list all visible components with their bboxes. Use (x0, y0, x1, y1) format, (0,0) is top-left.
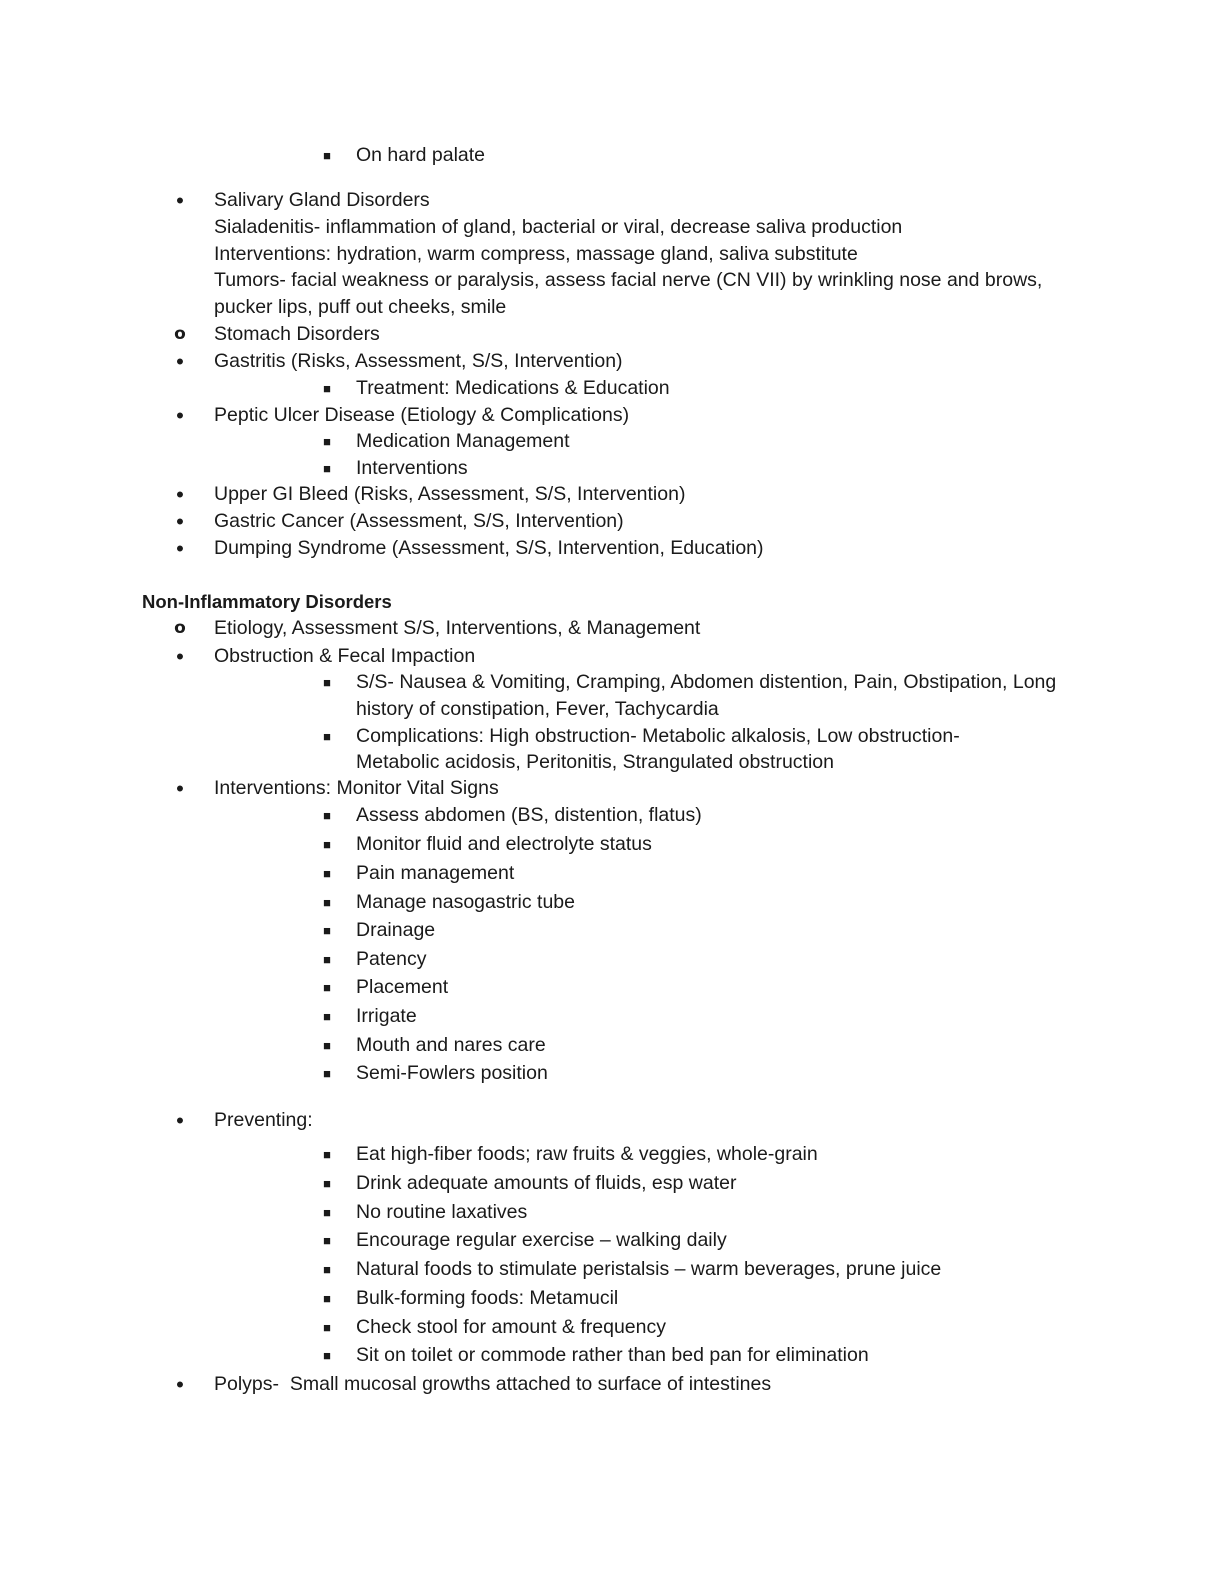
list-item: Patency (356, 948, 427, 970)
square-bullet-icon: ■ (323, 1205, 331, 1220)
square-bullet-icon: ■ (323, 434, 331, 449)
disc-bullet-icon: • (176, 644, 184, 669)
list-item: Obstruction & Fecal Impaction (214, 645, 476, 667)
list-item: Stomach Disorders (214, 323, 380, 345)
square-bullet-icon: ■ (323, 808, 331, 823)
square-bullet-icon: ■ (323, 866, 331, 881)
list-item: Semi-Fowlers position (356, 1062, 548, 1084)
list-item: Medication Management (356, 430, 570, 452)
section-heading: Non-Inflammatory Disorders (142, 591, 392, 612)
square-bullet-icon: ■ (323, 1262, 331, 1277)
square-bullet-icon: ■ (323, 1066, 331, 1081)
list-item: Sit on toilet or commode rather than bed pan for elimination (356, 1344, 869, 1366)
list-item: Salivary Gland Disorders (214, 189, 430, 211)
list-item: S/S- Nausea & Vomiting, Cramping, Abdomen distention, Pain, Obstipation, Long (356, 671, 1057, 693)
list-item: Bulk-forming foods: Metamucil (356, 1287, 619, 1309)
list-item: Natural foods to stimulate peristalsis – warm beverages, prune juice (356, 1258, 942, 1280)
disc-bullet-icon: • (176, 482, 184, 507)
paragraph-line: Tumors- facial weakness or paralysis, assess facial nerve (CN VII) by wrinkling nose and brows, (214, 269, 1043, 291)
list-item: Manage nasogastric tube (356, 891, 575, 913)
square-bullet-icon: ■ (323, 729, 331, 744)
list-item: Encourage regular exercise – walking daily (356, 1229, 727, 1251)
square-bullet-icon: ■ (323, 1038, 331, 1053)
list-item: Check stool for amount & frequency (356, 1316, 666, 1338)
list-item-continuation: Metabolic acidosis, Peritonitis, Strangulated obstruction (356, 751, 834, 773)
list-item: Etiology, Assessment S/S, Interventions, & Management (214, 617, 701, 639)
square-bullet-icon: ■ (323, 1176, 331, 1191)
paragraph-line: Sialadenitis- inflammation of gland, bacterial or viral, decrease saliva production (214, 216, 903, 238)
list-item: Peptic Ulcer Disease (Etiology & Complications) (214, 404, 630, 426)
list-item: Complications: High obstruction- Metabolic alkalosis, Low obstruction- (356, 725, 960, 747)
square-bullet-icon: ■ (323, 1009, 331, 1024)
list-item: Drink adequate amounts of fluids, esp water (356, 1172, 737, 1194)
circle-bullet-icon: o (174, 618, 186, 638)
circle-bullet-icon: o (174, 324, 186, 344)
disc-bullet-icon: • (176, 188, 184, 213)
disc-bullet-icon: • (176, 1372, 184, 1397)
list-item: Irrigate (356, 1005, 417, 1027)
disc-bullet-icon: • (176, 509, 184, 534)
list-item: On hard palate (356, 144, 486, 166)
square-bullet-icon: ■ (323, 1320, 331, 1335)
square-bullet-icon: ■ (323, 980, 331, 995)
square-bullet-icon: ■ (323, 675, 331, 690)
list-item-continuation: history of constipation, Fever, Tachycardia (356, 698, 719, 720)
square-bullet-icon: ■ (323, 923, 331, 938)
list-item: Gastritis (Risks, Assessment, S/S, Intervention) (214, 350, 623, 372)
disc-bullet-icon: • (176, 1108, 184, 1133)
disc-bullet-icon: • (176, 403, 184, 428)
list-item: Interventions: Monitor Vital Signs (214, 777, 499, 799)
square-bullet-icon: ■ (323, 1233, 331, 1248)
list-item: Monitor fluid and electrolyte status (356, 833, 652, 855)
disc-bullet-icon: • (176, 536, 184, 561)
square-bullet-icon: ■ (323, 1348, 331, 1363)
square-bullet-icon: ■ (323, 1291, 331, 1306)
square-bullet-icon: ■ (323, 148, 331, 163)
paragraph-line: Interventions: hydration, warm compress, massage gland, saliva substitute (214, 243, 858, 265)
paragraph-line: pucker lips, puff out cheeks, smile (214, 296, 507, 318)
square-bullet-icon: ■ (323, 952, 331, 967)
list-item: Drainage (356, 919, 436, 941)
square-bullet-icon: ■ (323, 837, 331, 852)
list-item: No routine laxatives (356, 1201, 528, 1223)
list-item: Assess abdomen (BS, distention, flatus) (356, 804, 702, 826)
list-item: Polyps- Small mucosal growths attached to surface of intestines (214, 1373, 772, 1395)
list-item: Upper GI Bleed (Risks, Assessment, S/S, Intervention) (214, 483, 686, 505)
list-item: Mouth and nares care (356, 1034, 546, 1056)
list-item: Preventing: (214, 1109, 313, 1131)
disc-bullet-icon: • (176, 349, 184, 374)
list-item: Eat high-fiber foods; raw fruits & veggies, whole-grain (356, 1143, 818, 1165)
list-item: Dumping Syndrome (Assessment, S/S, Intervention, Education) (214, 537, 764, 559)
disc-bullet-icon: • (176, 776, 184, 801)
list-item: Interventions (356, 457, 468, 479)
square-bullet-icon: ■ (323, 1147, 331, 1162)
list-item: Gastric Cancer (Assessment, S/S, Intervention) (214, 510, 624, 532)
square-bullet-icon: ■ (323, 461, 331, 476)
list-item: Treatment: Medications & Education (356, 377, 670, 399)
list-item: Placement (356, 976, 449, 998)
square-bullet-icon: ■ (323, 895, 331, 910)
list-item: Pain management (356, 862, 515, 884)
square-bullet-icon: ■ (323, 381, 331, 396)
